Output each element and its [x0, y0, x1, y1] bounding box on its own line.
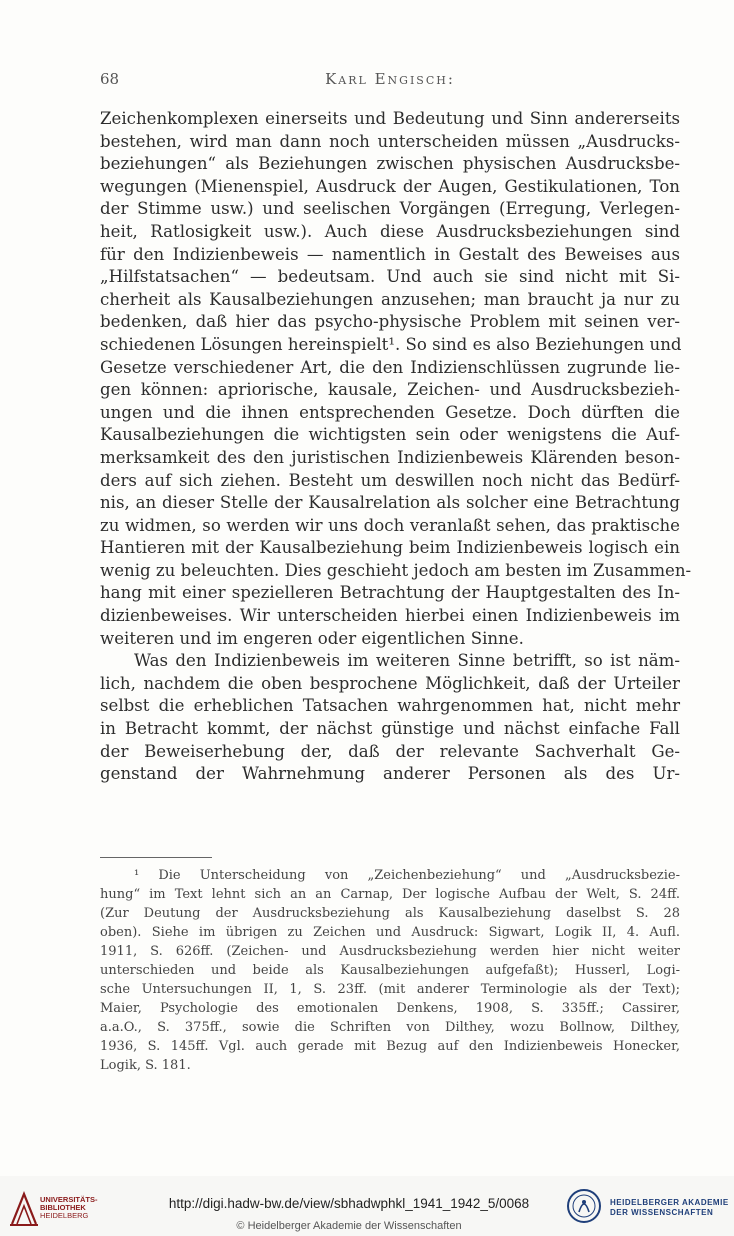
copyright-notice: © Heidelberger Akademie der Wissenschaften	[236, 1220, 462, 1232]
text-line: für den Indizienbeweis — namentlich in Gestalt des Beweises aus	[100, 244, 680, 264]
text-line: ungen und die ihnen entsprechenden Gesetze. Doch dürften die	[100, 402, 680, 422]
footnote-line: a.a.O., S. 375ff., sowie die Schriften von Dilthey, wozu Bollnow, Dilthey,	[100, 1020, 680, 1035]
text-line: cherheit als Kausalbeziehungen anzusehen; man braucht ja nur zu	[100, 289, 680, 309]
footnote-line: Maier, Psychologie des emotionalen Denkens, 1908, S. 335ff.; Cassirer,	[100, 1001, 680, 1016]
footnote-divider	[100, 857, 212, 858]
footnote-line: Logik, S. 181.	[100, 1058, 191, 1073]
text-line: bedenken, daß hier das psycho-physische Problem mit seinen ver-	[100, 312, 680, 332]
text-line: zu widmen, so werden wir uns doch veranlaßt sehen, das praktische	[100, 515, 680, 535]
text-line: schiedenen Lösungen hereinspielt¹. So sind es also Beziehungen und	[100, 334, 682, 354]
text-line: lich, nachdem die oben besprochene Möglichkeit, daß der Urteiler	[100, 673, 680, 693]
text-line: genstand der Wahrnehmung anderer Personen als des Ur-	[100, 764, 680, 784]
footnote-line: unterschieden und beide als Kausalbeziehungen aufgefaßt); Husserl, Logi-	[100, 963, 680, 978]
text-line: selbst die erheblichen Tatsachen wahrgenommen hat, nicht mehr	[100, 696, 680, 716]
footnote-line: hung“ im Text lehnt sich an an Carnap, Der logische Aufbau der Welt, S. 24ff.	[100, 887, 680, 902]
text-line: merksamkeit des den juristischen Indizienbeweis Klärenden beson-	[100, 447, 680, 467]
footnote-line: (Zur Deutung der Ausdrucksbeziehung als Kausalbeziehung daselbst S. 28	[100, 906, 680, 921]
footnote	[100, 866, 680, 1075]
footnote-line: ¹ Die Unterscheidung von „Zeichenbeziehung“ und „Ausdrucksbezie-	[134, 868, 680, 883]
text-line: Kausalbeziehungen die wichtigsten sein oder wenigstens die Auf-	[100, 425, 680, 445]
page-header	[100, 70, 680, 94]
text-line: gen können: apriorische, kausale, Zeichen- und Ausdrucksbezieh-	[100, 380, 680, 400]
text-line: „Hilfstatsachen“ — bedeutsam. Und auch sie sind nicht mit Si-	[100, 267, 680, 287]
text-line: Hantieren mit der Kausalbeziehung beim Indizienbeweis logisch ein	[100, 538, 680, 558]
text-line: hang mit einer spezielleren Betrachtung der Hauptgestalten des In-	[100, 583, 680, 603]
footnote-line: 1911, S. 626ff. (Zeichen- und Ausdrucksbeziehung werden hier nicht weiter	[100, 944, 680, 959]
page-number: 68	[100, 70, 120, 88]
university-library-logo-icon	[8, 1190, 40, 1228]
text-line: der Stimme usw.) und seelischen Vorgängen (Erregung, Verlegen-	[100, 199, 680, 219]
text-line: weiteren und im engeren oder eigentlichen Sinne.	[100, 628, 524, 648]
text-line: in Betracht kommt, der nächst günstige und nächst einfache Fall	[100, 719, 680, 739]
text-line: Gesetze verschiedener Art, die den Indizienschlüssen zugrunde lie-	[100, 357, 680, 377]
text-line: nis, an dieser Stelle der Kausalrelation als solcher eine Betrachtung	[100, 493, 680, 513]
text-line: der Beweiserhebung der, daß der relevante Sachverhalt Ge-	[100, 741, 680, 761]
page-footer	[0, 1176, 734, 1236]
footnote-line: 1936, S. 145ff. Vgl. auch gerade mit Bezug auf den Indizienbeweis Honecker,	[100, 1039, 680, 1054]
library-name: UNIVERSITÄTS- BIBLIOTHEK HEIDELBERG	[40, 1195, 98, 1220]
text-line: beziehungen“ als Beziehungen zwischen physischen Ausdrucksbe-	[100, 154, 680, 174]
academy-logo-icon	[566, 1188, 602, 1224]
text-line: Zeichenkomplexen einerseits und Bedeutung und Sinn andererseits	[100, 109, 680, 128]
main-text	[100, 108, 692, 786]
text-line: dizienbeweises. Wir unterscheiden hierbei einen Indizienbeweis im	[100, 606, 680, 626]
text-line: wenig zu beleuchten. Dies geschieht jedoch am besten im Zusammen-	[100, 560, 692, 580]
text-line: ders auf sich ziehen. Besteht um deswillen noch nicht das Bedürf-	[100, 470, 680, 490]
text-line: Was den Indizienbeweis im weiteren Sinne betrifft, so ist näm-	[134, 651, 680, 671]
permalink-url[interactable]: http://digi.hadw-bw.de/view/sbhadwphkl_1941_1942_5/0068	[168, 1196, 530, 1211]
text-line: heit, Ratlosigkeit usw.). Auch diese Ausdrucksbeziehungen sind	[100, 221, 680, 241]
footnote-line: oben). Siehe im übrigen zu Zeichen und Ausdruck: Sigwart, Logik II, 4. Aufl.	[100, 925, 680, 940]
text-line: wegungen (Mienenspiel, Ausdruck der Augen, Gestikulationen, Ton	[100, 176, 680, 196]
text-line: bestehen, wird man dann noch unterscheiden müssen „Ausdrucks-	[100, 131, 680, 151]
running-title: Karl Engisch:	[325, 70, 455, 88]
footnote-line: sche Untersuchungen II, 1, S. 23ff. (mit anderer Terminologie als der Text);	[100, 982, 680, 997]
academy-name: HEIDELBERGER AKADEMIE DER WISSENSCHAFTEN	[610, 1198, 729, 1217]
